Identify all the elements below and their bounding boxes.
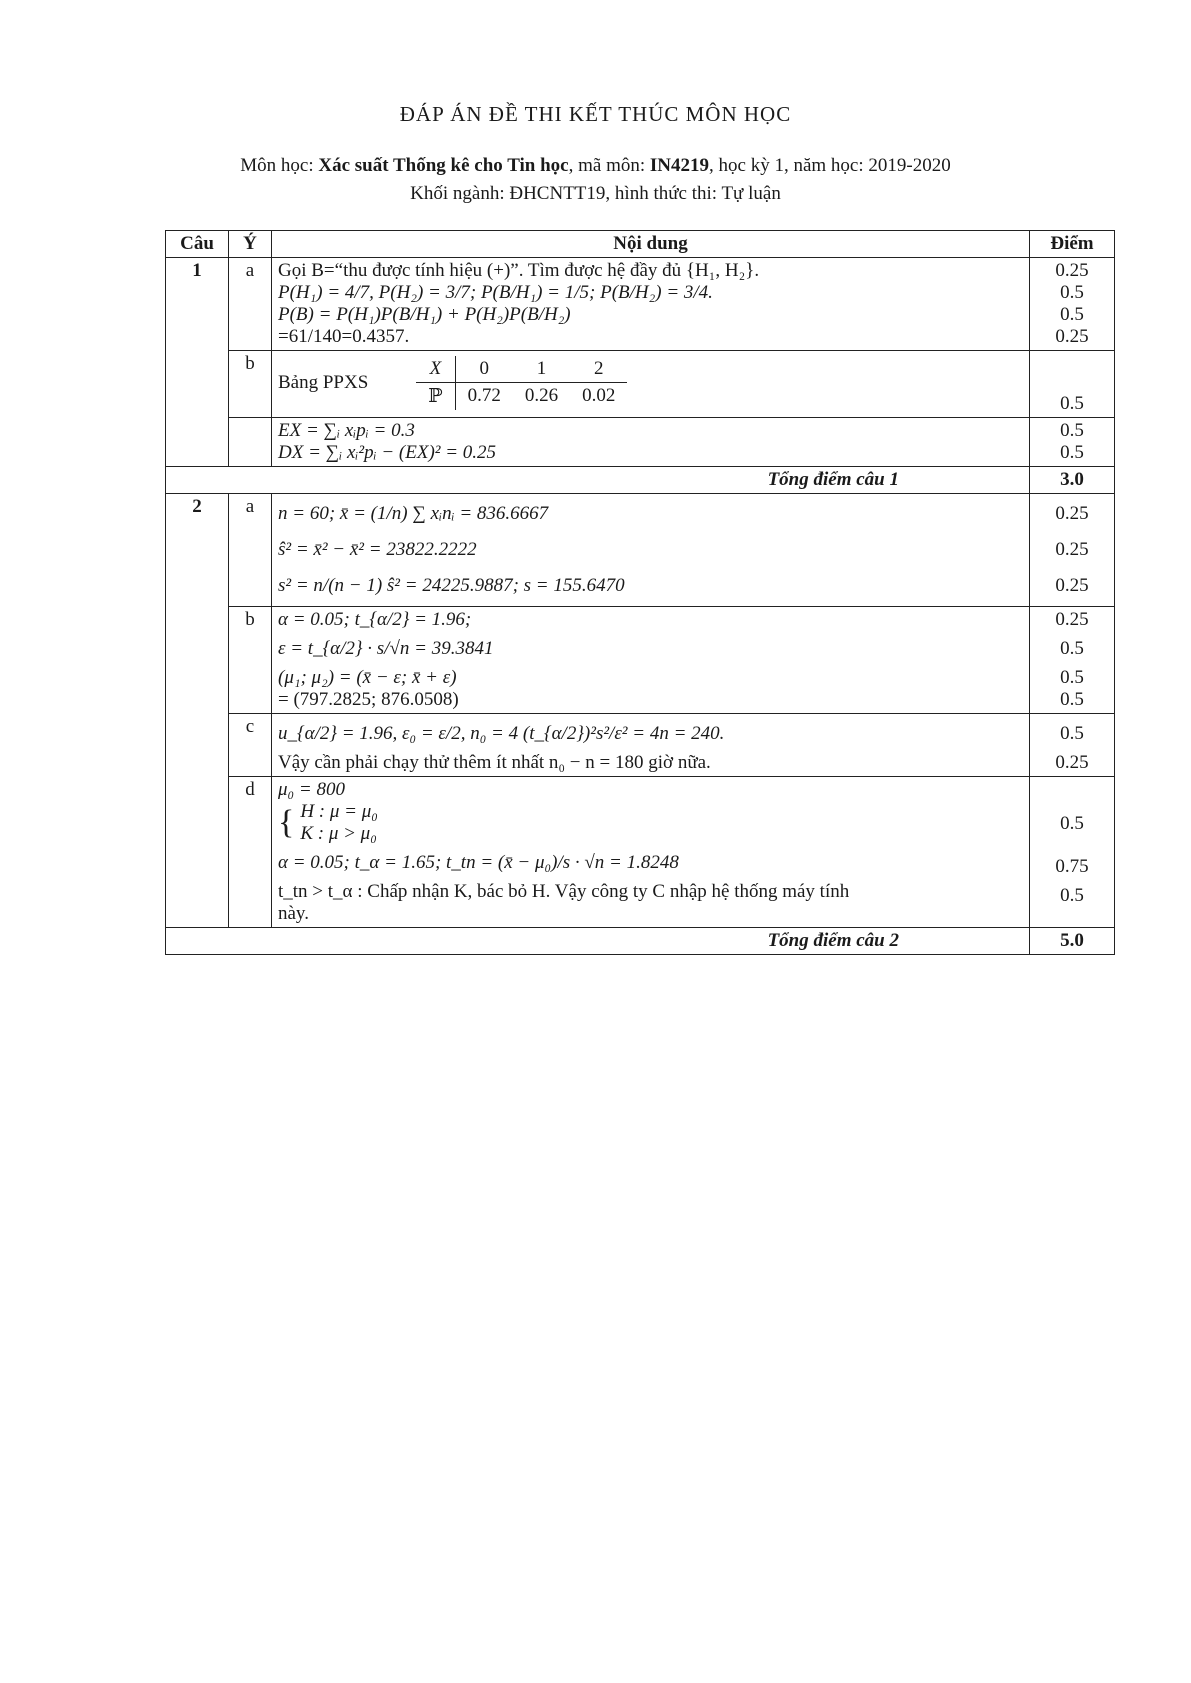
x-value: 2	[570, 356, 627, 383]
q1-b-moment-scores	[1030, 418, 1115, 467]
course-code: IN4219	[649, 155, 710, 176]
q1-b-dist-score	[1030, 351, 1115, 418]
q1-a-line-2: P(H₁) = 4/7, P(H₂) = 3/7; P(B/H₁) = 1/5; P(B/H₂) = 3/4.	[278, 282, 713, 303]
alt-hypothesis: K : μ > μ₀	[300, 823, 377, 844]
header-y: Ý	[229, 231, 272, 258]
q2-c-scores	[1030, 714, 1115, 777]
header-row	[166, 231, 1115, 258]
hypotheses	[300, 801, 378, 845]
q2-d-scores	[1030, 777, 1115, 928]
x-value: 1	[513, 356, 570, 383]
score: 0.5	[1060, 638, 1084, 659]
q2-d-line-6: này.	[278, 903, 309, 924]
course-label: Môn học:	[240, 155, 314, 176]
q1-a-line-4: =61/140=0.4357.	[278, 326, 410, 347]
header-cau: Câu	[166, 231, 229, 258]
q2-c-line-1: u_{α/2} = 1.96, ε₀ = ε/2, n₀ = 4 (t_{α/2})²s²/ε² = 4n = 240.	[278, 723, 725, 744]
q2-b-label: b	[229, 607, 272, 714]
p-value: 0.26	[524, 385, 559, 406]
score: 0.25	[1055, 503, 1089, 524]
score: 0.5	[1060, 813, 1084, 834]
score: 0.5	[1060, 723, 1084, 744]
variance: DX = ∑ᵢ xᵢ²pᵢ − (EX)² = 0.25	[278, 442, 497, 463]
null-hypothesis: H : μ = μ₀	[300, 801, 378, 822]
q2-a-label: a	[229, 494, 272, 607]
q2-b-line-1: α = 0.05; t_{α/2} = 1.96;	[278, 609, 472, 630]
distribution-block	[278, 353, 1023, 413]
q1-a-line-3: P(B) = P(H₁)P(B/H₁) + P(H₂)P(B/H₂)	[278, 304, 571, 325]
q1-b-empty	[229, 418, 272, 467]
answer-table	[165, 230, 1115, 955]
expectation: EX = ∑ᵢ xᵢpᵢ = 0.3	[278, 420, 415, 441]
p-value: 0.72	[467, 385, 501, 406]
score: 0.5	[1060, 420, 1084, 441]
exam-info	[0, 152, 1191, 208]
course-line	[0, 152, 1191, 180]
q2-c-label: c	[229, 714, 272, 777]
hypothesis-block	[278, 801, 1023, 845]
q2-b-line-4: = (797.2825; 876.0508)	[278, 689, 459, 710]
score: 0.5	[1060, 689, 1084, 710]
p-value: 0.02	[582, 385, 616, 406]
q2-total-score: 5.0	[1030, 928, 1115, 955]
q1-b-moments	[272, 418, 1030, 467]
score: 0.5	[1060, 304, 1084, 325]
q1-a-row	[166, 258, 1115, 351]
score: 0.25	[1055, 752, 1089, 773]
course-name: Xác suất Thống kê cho Tin học	[318, 155, 569, 176]
q1-b-distribution	[272, 351, 1030, 418]
q2-b-row	[166, 607, 1115, 714]
score: 0.25	[1055, 575, 1089, 596]
q1-a-scores	[1030, 258, 1115, 351]
q2-a-row	[166, 494, 1115, 607]
page-title: ĐÁP ÁN ĐỀ THI KẾT THÚC MÔN HỌC	[399, 102, 792, 126]
brace-icon: {	[278, 804, 295, 841]
q2-a-line-1: n = 60; x̄ = (1/n) ∑ xᵢnᵢ = 836.6667	[278, 503, 549, 524]
q2-a-line-3: s² = n/(n − 1) ŝ² = 24225.9887; s = 155.6470	[278, 575, 625, 596]
q2-total-row	[166, 928, 1115, 955]
q1-a-content	[272, 258, 1030, 351]
p-header: ℙ	[416, 383, 455, 411]
q2-d-content	[272, 777, 1030, 928]
q2-b-scores	[1030, 607, 1115, 714]
q1-number: 1	[166, 258, 229, 467]
term: , học kỳ 1, năm học: 2019-2020	[709, 155, 951, 176]
q2-a-line-2: ŝ² = x̄² − x̄² = 23822.2222	[278, 539, 477, 560]
q1-b-moments-row	[166, 418, 1115, 467]
score: 0.5	[1060, 667, 1084, 688]
q2-b-line-2: ε = t_{α/2} · s/√n = 39.3841	[278, 638, 494, 659]
p-row	[416, 383, 627, 411]
q1-b-dist-row	[166, 351, 1115, 418]
q2-b-line-3: (μ₁; μ₂) = (x̄ − ε; x̄ + ε)	[278, 667, 457, 688]
q1-total-row	[166, 467, 1115, 494]
score: 0.5	[1060, 393, 1084, 414]
score: 0.25	[1055, 326, 1089, 347]
q2-total-label: Tổng điểm câu 2	[166, 928, 1030, 955]
distribution-label: Bảng PPXS	[278, 372, 369, 393]
x-value: 0	[455, 356, 513, 383]
q2-number: 2	[166, 494, 229, 928]
x-row	[416, 356, 627, 383]
score: 0.5	[1060, 282, 1084, 303]
code-label: , mã môn:	[568, 155, 646, 176]
q2-c-line-2: Vậy cần phải chạy thử thêm ít nhất n₀ − n = 180 giờ nữa.	[278, 752, 711, 773]
distribution-table	[416, 356, 627, 410]
q2-d-line-5: t_tn > t_α : Chấp nhận K, bác bỏ H. Vậy công ty C nhập hệ thống máy tính	[278, 881, 850, 902]
header-content: Nội dung	[272, 231, 1030, 258]
q1-b-label: b	[229, 351, 272, 418]
faculty-line: Khối ngành: ĐHCNTT19, hình thức thi: Tự luận	[410, 183, 781, 204]
q2-a-scores	[1030, 494, 1115, 607]
q2-c-content	[272, 714, 1030, 777]
score: 0.25	[1055, 609, 1089, 630]
q2-b-content	[272, 607, 1030, 714]
header-score: Điểm	[1030, 231, 1115, 258]
score: 0.75	[1055, 856, 1089, 877]
q2-c-row	[166, 714, 1115, 777]
score: 0.25	[1055, 539, 1089, 560]
q1-total-label: Tổng điểm câu 1	[166, 467, 1030, 494]
q1-a-label: a	[229, 258, 272, 351]
score: 0.5	[1060, 885, 1084, 906]
q2-d-row	[166, 777, 1115, 928]
score: 0.5	[1060, 442, 1084, 463]
score: 0.25	[1055, 260, 1089, 281]
q1-a-line-1: Gọi B=“thu được tính hiệu (+)”. Tìm được hệ đầy đủ {H₁, H₂}.	[278, 260, 760, 281]
q2-d-line-1: μ₀ = 800	[278, 779, 345, 800]
x-header: X	[416, 356, 455, 383]
q2-d-line-4: α = 0.05; t_α = 1.65; t_tn = (x̄ − μ₀)/s · √n = 1.8248	[278, 852, 679, 873]
q2-a-content	[272, 494, 1030, 607]
q2-d-label: d	[229, 777, 272, 928]
q1-total-score: 3.0	[1030, 467, 1115, 494]
